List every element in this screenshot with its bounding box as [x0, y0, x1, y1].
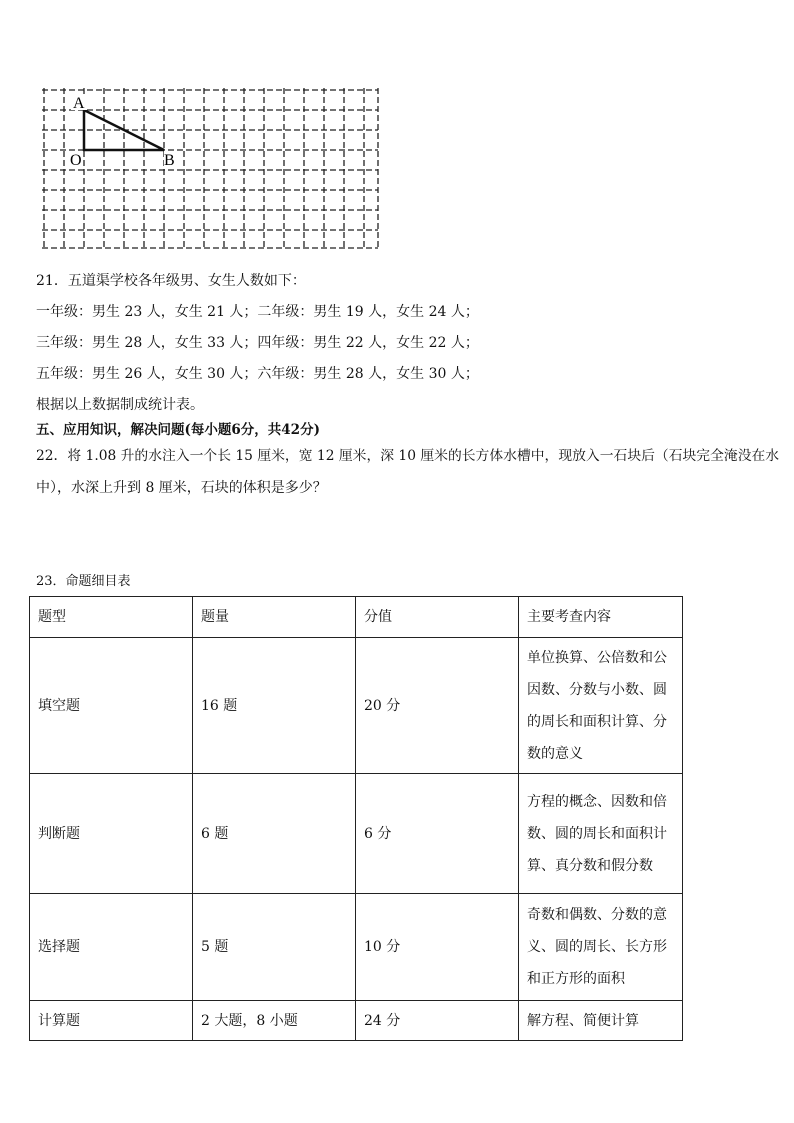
cell-content: 解方程、简便计算 — [519, 1001, 683, 1041]
cell-count: 5 题 — [193, 894, 356, 1001]
q23-title: 23．命题细目表 — [36, 574, 131, 589]
header-cell-type: 题型 — [30, 597, 193, 638]
cell-count: 16 题 — [193, 638, 356, 774]
q22-line-2: 中），水深上升到 8 厘米，石块的体积是多少？ — [36, 480, 327, 496]
header-cell-content: 主要考查内容 — [519, 597, 683, 638]
q21-line-4: 根据以上数据制成统计表。 — [36, 397, 204, 413]
cell-score: 24 分 — [356, 1001, 519, 1041]
header-cell-score: 分值 — [356, 597, 519, 638]
cell-score: 20 分 — [356, 638, 519, 774]
section-5-heading: 五、应用知识，解决问题(每小题6分，共42分) — [36, 422, 320, 438]
point-label-o: O — [70, 152, 82, 169]
cell-count: 2 大题，8 小题 — [193, 1001, 356, 1041]
cell-score: 10 分 — [356, 894, 519, 1001]
cell-content: 奇数和偶数、分数的意义、圆的周长、长方形和正方形的面积 — [519, 894, 683, 1001]
spec-table — [29, 596, 683, 1041]
cell-type: 计算题 — [30, 1001, 193, 1041]
q21-line-1: 一年级：男生 23 人，女生 21 人；二年级：男生 19 人，女生 24 人； — [36, 304, 479, 320]
q21-title: 21．五道渠学校各年级男、女生人数如下： — [36, 273, 306, 289]
triangle-grid-figure — [40, 86, 382, 252]
table-row — [30, 894, 683, 1001]
cell-type: 填空题 — [30, 638, 193, 774]
cell-content: 方程的概念、因数和倍数、圆的周长和面积计算、真分数和假分数 — [519, 774, 683, 894]
point-label-b: B — [164, 152, 175, 169]
q22-line-1: 22．将 1.08 升的水注入一个长 15 厘米，宽 12 厘米，深 10 厘米的长方体水槽中，现放入一石块后（石块完全淹没在水 — [36, 448, 780, 464]
table-row — [30, 638, 683, 774]
cell-content: 单位换算、公倍数和公因数、分数与小数、圆的周长和面积计算、分数的意义 — [519, 638, 683, 774]
table-row — [30, 774, 683, 894]
header-cell-count: 题量 — [193, 597, 356, 638]
q21-line-3: 五年级：男生 26 人，女生 30 人；六年级：男生 28 人，女生 30 人； — [36, 366, 479, 382]
table-header-row — [30, 597, 683, 638]
table-row — [30, 1001, 683, 1041]
dashed-grid — [42, 88, 378, 250]
cell-count: 6 题 — [193, 774, 356, 894]
q21-line-2: 三年级：男生 28 人，女生 33 人；四年级：男生 22 人，女生 22 人； — [36, 335, 479, 351]
point-label-a: A — [73, 95, 85, 112]
cell-score: 6 分 — [356, 774, 519, 894]
cell-type: 判断题 — [30, 774, 193, 894]
cell-type: 选择题 — [30, 894, 193, 1001]
